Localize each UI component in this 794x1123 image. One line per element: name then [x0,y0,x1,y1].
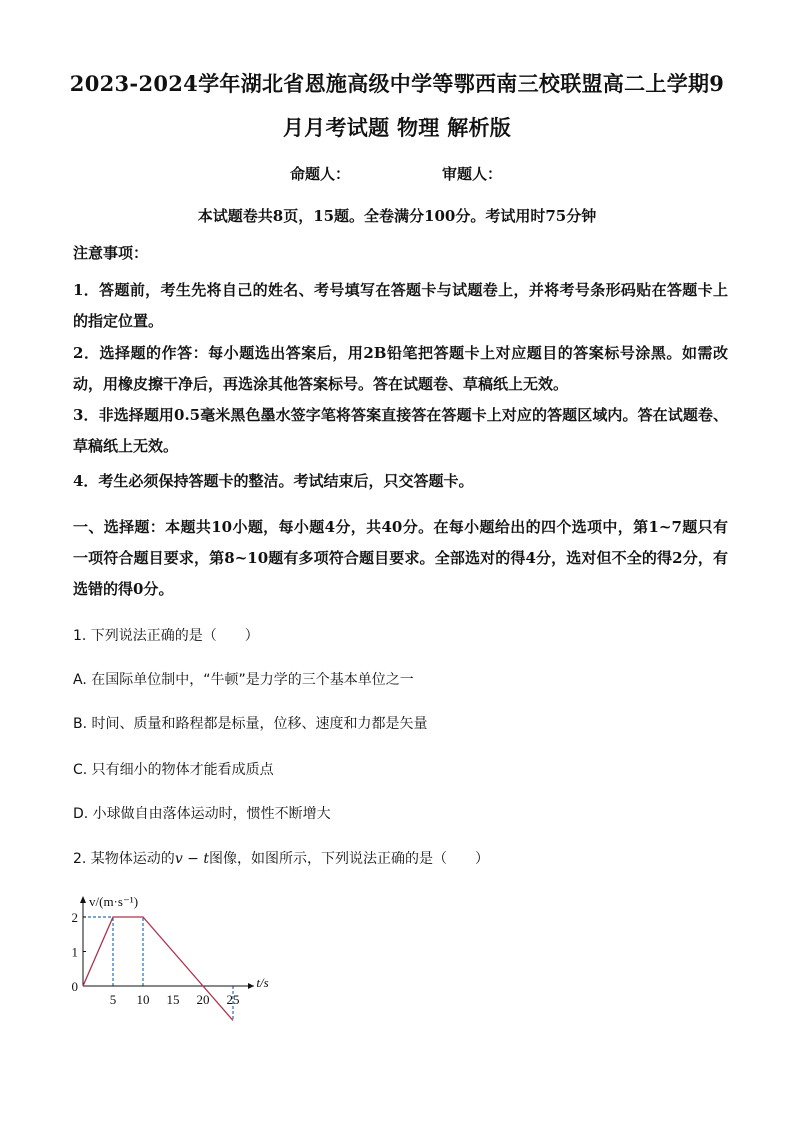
y-tick-label: 1 [71,944,78,960]
question-1-option-a: A. 在国际单位制中，“牛顿”是力学的三个基本单位之一 [73,672,414,688]
question-1-option-d: D. 小球做自由落体运动时，惯性不断增大 [73,806,331,822]
question-1-option-b: B. 时间、质量和路程都是标量，位移、速度和力都是矢量 [73,716,428,732]
velocity-time-graph [65,888,285,1028]
x-tick-label: 15 [166,992,180,1007]
notice-item-1: 1．答题前，考生先将自己的姓名、考号填写在答题卡与试题卷上，并将考号条形码贴在答题卡上的指定位置。 [73,281,728,330]
reviewer-label: 审题人： [442,165,503,183]
setter-label: 命题人： [290,165,351,183]
notice-item-4: 4．考生必须保持答题卡的整洁。考试结束后，只交答题卡。 [73,472,474,490]
question-2-stem [73,848,489,868]
y-axis-arrow [80,896,86,903]
question-2-stem-suffix: 图像，如图所示，下列说法正确的是（ ） [208,851,489,867]
y-tick-label: 0 [71,979,78,994]
x-axis-arrow [248,983,254,989]
notice-item-2: 2．选择题的作答：每小题选出答案后，用2B铅笔把答题卡上对应题目的答案标号涂黑。如需改动，用橡皮擦干净后，再选涂其他答案标号。答在试题卷、草稿纸上无效。 [73,344,728,393]
notice-item-3: 3．非选择题用0.5毫米黑色墨水签字笔将答案直接答在答题卡上对应的答题区域内。答在试题卷、草稿纸上无效。 [73,406,728,455]
x-tick-label: 5 [109,992,117,1007]
exam-info: 本试题卷共8页，15题。全卷满分100分。考试用时75分钟 [197,207,597,225]
question-2-stem-prefix: 2. 某物体运动的 [73,851,175,867]
y-tick-label: 2 [71,910,78,925]
exam-title-line1: 2023-2024学年湖北省恩施高级中学等鄂西南三校联盟高二上学期9 [69,71,725,96]
chart-labels [72,894,269,1007]
exam-title-line2: 月月考试题 物理 解析版 [282,115,512,140]
question-1-stem: 1. 下列说法正确的是（ ） [73,628,259,644]
question-2-stem-math: v − t [174,851,209,867]
x-tick-label: 25 [226,992,240,1007]
chart-guides [83,917,233,1021]
y-axis-label: v/(m·s⁻¹) [89,894,139,909]
x-axis-label: t/s [256,975,269,990]
x-tick-label: 20 [196,992,210,1007]
section-heading: 一、选择题：本题共10小题，每小题4分，共40分。在每小题给出的四个选项中，第1~7题只有一项符合题目要求，第8~10题有多项符合题目要求。全部选对的得4分，选对但不全的得2分，有选错的得0分。 [73,518,728,598]
velocity-series-line [83,917,233,1021]
x-tick-label: 10 [136,992,150,1007]
chart-axes [80,896,254,989]
chart-line [83,917,233,1021]
notice-heading: 注意事项： [73,244,149,262]
question-1-option-c: C. 只有细小的物体才能看成质点 [73,762,274,778]
